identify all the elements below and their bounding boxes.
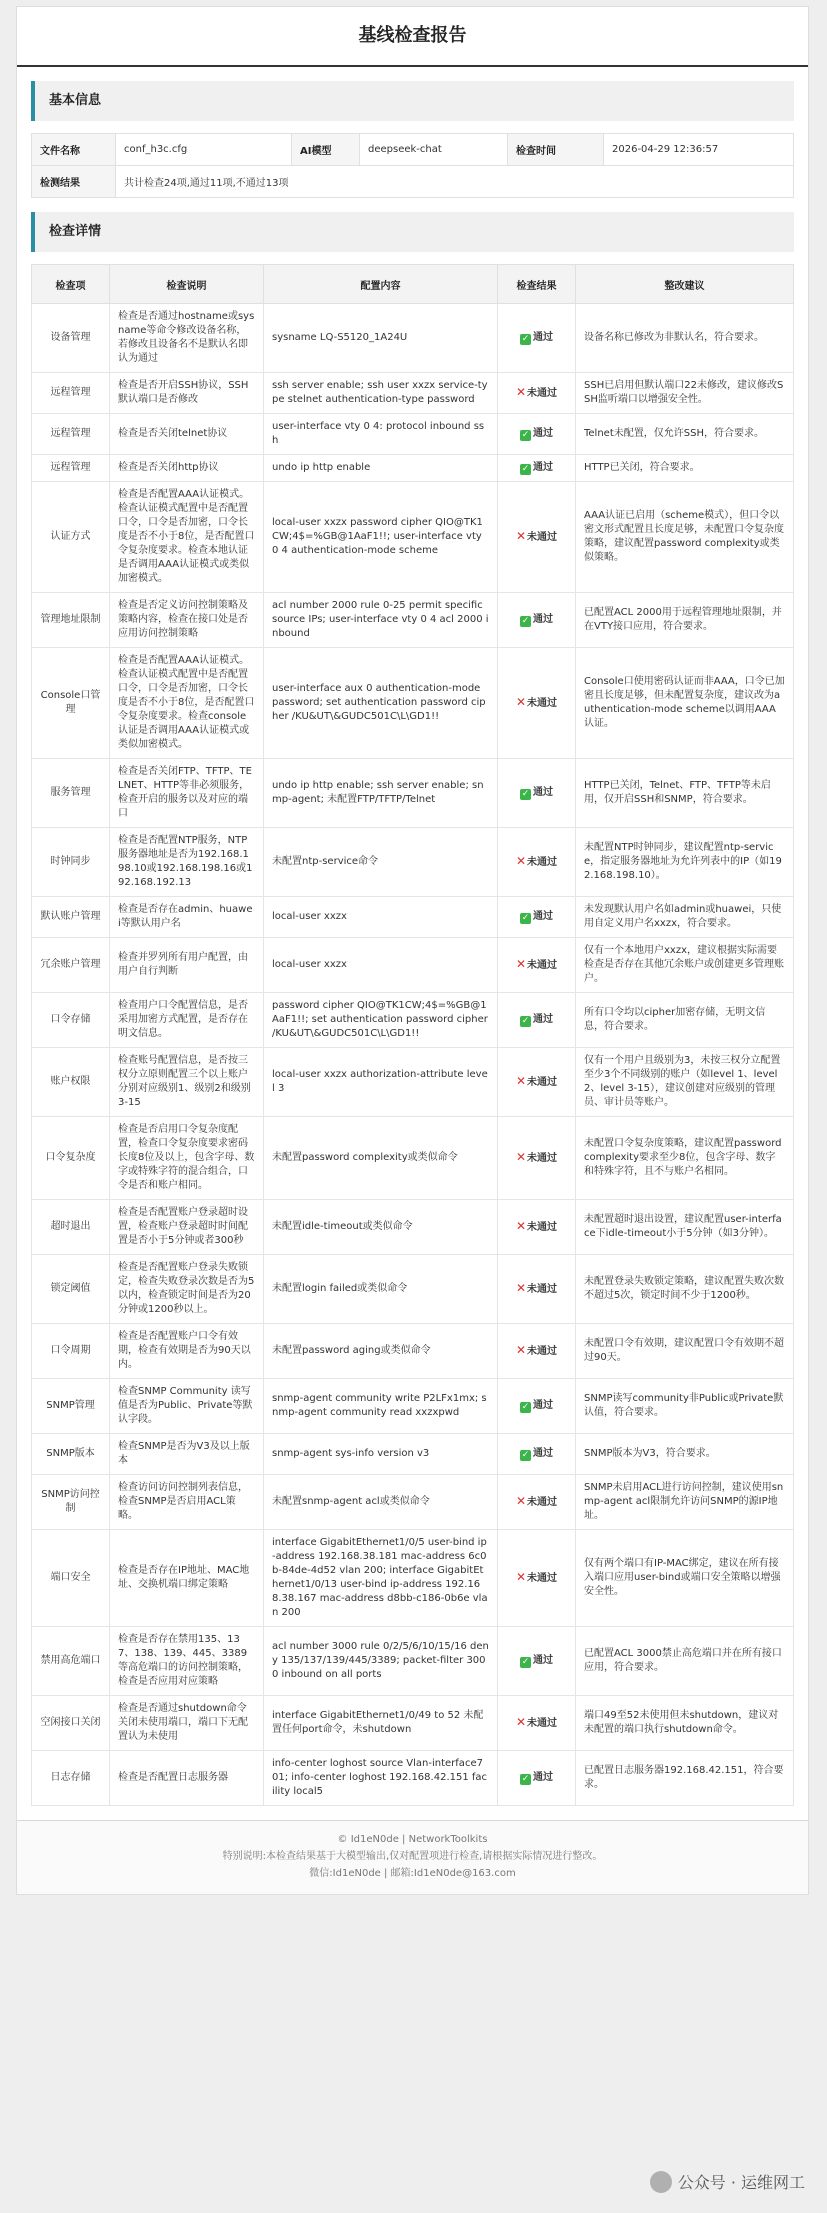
table-row (32, 1255, 794, 1324)
config-content: 未配置idle-timeout或类似命令 (264, 1200, 498, 1255)
status-badge (498, 648, 576, 759)
cross-icon: ✕ (515, 1494, 527, 1508)
remediation-advice: 仅有两个端口有IP-MAC绑定，建议在所有接入端口应用user-bind或端口安全策略以增强安全性。 (576, 1530, 794, 1627)
check-description: 检查是否通过shutdown命令关闭未使用端口，端口下无配置认为未使用 (110, 1696, 264, 1751)
table-row (32, 304, 794, 373)
result-label: 未通过 (527, 1497, 558, 1508)
result-label: 未通过 (527, 1153, 558, 1164)
check-description: 检查是否关闭FTP、TFTP、TELNET、HTTP等非必须服务，检查开启的服务以及对应的端口 (110, 759, 264, 828)
column-header-result: 检查结果 (498, 265, 576, 304)
check-description: 检查是否配置日志服务器 (110, 1751, 264, 1806)
check-description: 检查是否启用口令复杂度配置，检查口令复杂度要求密码长度8位及以上，包含字母、数字或特殊字符的混合组合，口令是否和账户相同。 (110, 1117, 264, 1200)
table-row (32, 1324, 794, 1379)
remediation-advice: SSH已启用但默认端口22未修改，建议修改SSH监听端口以增强安全性。 (576, 373, 794, 414)
result-label: 通过 (533, 911, 553, 922)
status-badge (498, 1048, 576, 1117)
check-description: 检查是否定义访问控制策略及策略内容，检查在接口处是否应用访问控制策略 (110, 593, 264, 648)
check-description: 检查是否配置账户登录超时设置，检查账户登录超时时间配置是否小于5分钟或者300秒 (110, 1200, 264, 1255)
check-icon: ✓ (521, 464, 530, 474)
remediation-advice: 未发现默认用户名如admin或huawei，只使用自定义用户名xxzx，符合要求。 (576, 897, 794, 938)
config-content: interface GigabitEthernet1/0/5 user-bind ip-address 192.168.38.181 mac-address 6c0b-84de-4d52 vlan 200; interface GigabitEthernet1/0/13 user-bind ip-address 192.168.38.167 mac-address d8bb-c186-0b6e vlan 200 (264, 1530, 498, 1627)
check-item: 管理地址限制 (32, 593, 110, 648)
status-badge (498, 1255, 576, 1324)
check-item: 口令存储 (32, 993, 110, 1048)
remediation-advice: 已配置日志服务器192.168.42.151，符合要求。 (576, 1751, 794, 1806)
check-item: 远程管理 (32, 373, 110, 414)
check-description: 检查是否开启SSH协议，SSH默认端口是否修改 (110, 373, 264, 414)
cross-icon: ✕ (515, 529, 527, 543)
info-row (32, 166, 794, 198)
check-item: 锁定阈值 (32, 1255, 110, 1324)
table-row (32, 1475, 794, 1530)
footer (17, 1820, 808, 1894)
table-row (32, 593, 794, 648)
config-content: ssh server enable; ssh user xxzx service-type stelnet authentication-type password (264, 373, 498, 414)
status-badge (498, 1475, 576, 1530)
ai-model-label: AI模型 (292, 134, 360, 166)
check-item: 端口安全 (32, 1530, 110, 1627)
check-icon: ✓ (521, 1774, 530, 1784)
report-page (16, 6, 809, 1895)
check-item: 时钟同步 (32, 828, 110, 897)
wechat-logo-icon (650, 2171, 672, 2193)
status-badge (498, 1751, 576, 1806)
cross-icon: ✕ (515, 1343, 527, 1357)
check-description: 检查是否存在admin、huawei等默认用户名 (110, 897, 264, 938)
remediation-advice: SNMP读写community非Public或Private默认值，符合要求。 (576, 1379, 794, 1434)
table-row (32, 1379, 794, 1434)
check-item: 账户权限 (32, 1048, 110, 1117)
check-description: 检查是否关闭telnet协议 (110, 414, 264, 455)
check-result-label: 检测结果 (32, 166, 116, 198)
remediation-advice: 设备名称已修改为非默认名，符合要求。 (576, 304, 794, 373)
check-item: SNMP版本 (32, 1434, 110, 1475)
column-header-description: 检查说明 (110, 265, 264, 304)
result-label: 通过 (533, 462, 553, 473)
check-icon: ✓ (521, 334, 530, 344)
remediation-advice: 未配置口令复杂度策略，建议配置password complexity要求至少8位，包含字母、数字和特殊字符，且不与账户名相同。 (576, 1117, 794, 1200)
remediation-advice: SNMP未启用ACL进行访问控制，建议使用snmp-agent acl限制允许访问SNMP的源IP地址。 (576, 1475, 794, 1530)
result-label: 通过 (533, 332, 553, 343)
status-badge (498, 482, 576, 593)
result-label: 通过 (533, 1772, 553, 1783)
check-result-value: 共计检查24项,通过11项,不通过13项 (116, 166, 794, 198)
config-content: user-interface vty 0 4: protocol inbound ssh (264, 414, 498, 455)
config-content: interface GigabitEthernet1/0/49 to 52 未配置任何port命令，未shutdown (264, 1696, 498, 1751)
cross-icon: ✕ (515, 1281, 527, 1295)
config-content: acl number 2000 rule 0-25 permit specific source IPs; user-interface vty 0 4 acl 2000 inbound (264, 593, 498, 648)
section-basic-info: 基本信息 (31, 81, 794, 121)
check-item: 远程管理 (32, 414, 110, 455)
config-content: 未配置password aging或类似命令 (264, 1324, 498, 1379)
check-description: 检查是否配置NTP服务，NTP服务器地址是否为192.168.198.10或192.168.198.16或192.168.192.13 (110, 828, 264, 897)
status-badge (498, 1696, 576, 1751)
table-row (32, 938, 794, 993)
check-description: 检查是否配置AAA认证模式。检查认证模式配置中是否配置口令，口令是否加密，口令长度是否不小于8位，是否配置口令复杂度要求。检查本地认证是否调用AAA认证模式或类似加密模式。 (110, 482, 264, 593)
table-row (32, 455, 794, 482)
status-badge (498, 938, 576, 993)
check-description: 检查访问访问控制列表信息，检查SNMP是否启用ACL策略。 (110, 1475, 264, 1530)
result-label: 通过 (533, 428, 553, 439)
check-item: 认证方式 (32, 482, 110, 593)
table-row (32, 993, 794, 1048)
check-icon: ✓ (521, 1402, 530, 1412)
check-description: 检查并罗列所有用户配置，由用户自行判断 (110, 938, 264, 993)
remediation-advice: 端口49至52未使用但未shutdown，建议对未配置的端口执行shutdown命令。 (576, 1696, 794, 1751)
cross-icon: ✕ (515, 1219, 527, 1233)
config-content: user-interface aux 0 authentication-mode password; set authentication password cipher /KU&UT\&GUDC501C\L\GD1!! (264, 648, 498, 759)
config-content: local-user xxzx password cipher QIO@TK1CW;4$=%GB@1AaF1!!; user-interface vty 0 4 authentication-mode scheme (264, 482, 498, 593)
remediation-advice: Telnet未配置，仅允许SSH，符合要求。 (576, 414, 794, 455)
detail-header-row (32, 265, 794, 304)
config-content: password cipher QIO@TK1CW;4$=%GB@1AaF1!!; set authentication password cipher /KU&UT\&GUDC501C\L\GD1!! (264, 993, 498, 1048)
detail-table (31, 264, 794, 1806)
check-item: 冗余账户管理 (32, 938, 110, 993)
config-content: undo ip http enable (264, 455, 498, 482)
config-content: snmp-agent sys-info version v3 (264, 1434, 498, 1475)
status-badge (498, 1530, 576, 1627)
result-label: 未通过 (527, 698, 558, 709)
remediation-advice: 已配置ACL 2000用于远程管理地址限制，并在VTY接口应用，符合要求。 (576, 593, 794, 648)
check-item: 禁用高危端口 (32, 1627, 110, 1696)
config-content: acl number 3000 rule 0/2/5/6/10/15/16 deny 135/137/139/445/3389; packet-filter 3000 inbound on all ports (264, 1627, 498, 1696)
remediation-advice: 仅有一个本地用户xxzx，建议根据实际需要检查是否存在其他冗余账户或创建更多管理账户。 (576, 938, 794, 993)
result-label: 未通过 (527, 1718, 558, 1729)
check-icon: ✓ (521, 1450, 530, 1460)
check-icon: ✓ (521, 1016, 530, 1026)
remediation-advice: Console口使用密码认证而非AAA，口令已加密且长度足够，但未配置复杂度，建议改为authentication-mode scheme以调用AAA认证。 (576, 648, 794, 759)
result-label: 未通过 (527, 960, 558, 971)
page-title: 基线检查报告 (17, 7, 808, 67)
file-name-label: 文件名称 (32, 134, 116, 166)
check-description: 检查是否配置账户口令有效期，检查有效期是否为90天以内。 (110, 1324, 264, 1379)
remediation-advice: 未配置口令有效期，建议配置口令有效期不超过90天。 (576, 1324, 794, 1379)
cross-icon: ✕ (515, 1074, 527, 1088)
check-item: 设备管理 (32, 304, 110, 373)
remediation-advice: AAA认证已启用（scheme模式），但口令以密文形式配置且长度足够，未配置口令复杂度策略，建议配置password complexity或类似策略。 (576, 482, 794, 593)
check-description: 检查是否存在IP地址、MAC地址、交换机端口绑定策略 (110, 1530, 264, 1627)
remediation-advice: 仅有一个用户且级别为3，未按三权分立配置至少3个不同级别的账户（如level 1、level 2、level 3-15），建议创建对应级别的管理员、审计员等账户。 (576, 1048, 794, 1117)
ai-model-value: deepseek-chat (360, 134, 508, 166)
check-item: 超时退出 (32, 1200, 110, 1255)
result-label: 未通过 (527, 857, 558, 868)
check-description: 检查是否存在禁用135、137、138、139、445、3389等高危端口的访问控制策略，检查是否应用对应策略 (110, 1627, 264, 1696)
table-row (32, 1627, 794, 1696)
result-label: 通过 (533, 787, 553, 798)
check-icon: ✓ (521, 1657, 530, 1667)
check-icon: ✓ (521, 430, 530, 440)
table-row (32, 828, 794, 897)
remediation-advice: 未配置NTP时钟同步，建议配置ntp-service，指定服务器地址为允许列表中的IP（如192.168.198.10）。 (576, 828, 794, 897)
check-icon: ✓ (521, 913, 530, 923)
result-label: 通过 (533, 1014, 553, 1025)
check-description: 检查是否通过hostname或sysname等命令修改设备名称，若修改且设备名不是默认名即认为通过 (110, 304, 264, 373)
result-label: 未通过 (527, 1284, 558, 1295)
table-row (32, 1117, 794, 1200)
status-badge (498, 897, 576, 938)
remediation-advice: 所有口令均以cipher加密存储，无明文信息，符合要求。 (576, 993, 794, 1048)
section-check-detail: 检查详情 (31, 212, 794, 252)
footer-copyright: © Id1eN0de | NetworkToolkits (337, 1834, 488, 1845)
status-badge (498, 1379, 576, 1434)
remediation-advice: 未配置超时退出设置，建议配置user-interface下idle-timeout小于5分钟（如3分钟）。 (576, 1200, 794, 1255)
table-row (32, 373, 794, 414)
status-badge (498, 1434, 576, 1475)
status-badge (498, 1200, 576, 1255)
check-item: SNMP管理 (32, 1379, 110, 1434)
watermark-text: 公众号 · 运维网工 (677, 2173, 805, 2192)
result-label: 未通过 (527, 1346, 558, 1357)
file-name-value: conf_h3c.cfg (116, 134, 292, 166)
table-row (32, 897, 794, 938)
remediation-advice: HTTP已关闭，符合要求。 (576, 455, 794, 482)
status-badge (498, 414, 576, 455)
check-item: 默认账户管理 (32, 897, 110, 938)
table-row (32, 759, 794, 828)
cross-icon: ✕ (515, 695, 527, 709)
column-header-advice: 整改建议 (576, 265, 794, 304)
check-description: 检查是否关闭http协议 (110, 455, 264, 482)
footer-disclaimer: 特别说明:本检查结果基于大模型输出,仅对配置项进行检查,请根据实际情况进行整改。 (222, 1851, 603, 1862)
config-content: 未配置login failed或类似命令 (264, 1255, 498, 1324)
remediation-advice: SNMP版本为V3，符合要求。 (576, 1434, 794, 1475)
cross-icon: ✕ (515, 385, 527, 399)
config-content: info-center loghost source Vlan-interface701; info-center loghost 192.168.42.151 facility local5 (264, 1751, 498, 1806)
status-badge (498, 759, 576, 828)
config-content: 未配置snmp-agent acl或类似命令 (264, 1475, 498, 1530)
result-label: 未通过 (527, 1573, 558, 1584)
remediation-advice: HTTP已关闭，Telnet、FTP、TFTP等未启用，仅开启SSH和SNMP，符合要求。 (576, 759, 794, 828)
column-header-item: 检查项 (32, 265, 110, 304)
remediation-advice: 已配置ACL 3000禁止高危端口并在所有接口应用，符合要求。 (576, 1627, 794, 1696)
status-badge (498, 593, 576, 648)
result-label: 未通过 (527, 1077, 558, 1088)
result-label: 通过 (533, 1400, 553, 1411)
table-row (32, 1751, 794, 1806)
cross-icon: ✕ (515, 1570, 527, 1584)
table-row (32, 1530, 794, 1627)
check-description: 检查是否配置账户登录失败锁定，检查失败登录次数是否为5以内，检查锁定时间是否为20分钟或1200秒以上。 (110, 1255, 264, 1324)
status-badge (498, 993, 576, 1048)
check-time-label: 检查时间 (508, 134, 604, 166)
check-description: 检查SNMP是否为V3及以上版本 (110, 1434, 264, 1475)
status-badge (498, 1627, 576, 1696)
config-content: snmp-agent community write P2LFx1mx; snmp-agent community read xxzxpwd (264, 1379, 498, 1434)
check-item: 空闲接口关闭 (32, 1696, 110, 1751)
config-content: local-user xxzx authorization-attribute level 3 (264, 1048, 498, 1117)
cross-icon: ✕ (515, 1150, 527, 1164)
config-content: 未配置ntp-service命令 (264, 828, 498, 897)
result-label: 通过 (533, 1655, 553, 1666)
table-row (32, 1434, 794, 1475)
check-icon: ✓ (521, 616, 530, 626)
cross-icon: ✕ (515, 957, 527, 971)
check-item: SNMP访问控制 (32, 1475, 110, 1530)
check-description: 检查SNMP Community 读写值是否为Public、Private等默认字段。 (110, 1379, 264, 1434)
status-badge (498, 828, 576, 897)
remediation-advice: 未配置登录失败锁定策略，建议配置失败次数不超过5次，锁定时间不少于1200秒。 (576, 1255, 794, 1324)
table-row (32, 414, 794, 455)
detail-table-body (32, 304, 794, 1806)
config-content: 未配置password complexity或类似命令 (264, 1117, 498, 1200)
column-header-config: 配置内容 (264, 265, 498, 304)
status-badge (498, 1324, 576, 1379)
result-label: 通过 (533, 614, 553, 625)
config-content: local-user xxzx (264, 897, 498, 938)
config-content: undo ip http enable; ssh server enable; snmp-agent; 未配置FTP/TFTP/Telnet (264, 759, 498, 828)
check-description: 检查是否配置AAA认证模式。检查认证模式配置中是否配置口令，口令是否加密，口令长度是否不小于8位，是否配置口令复杂度要求。检查console认证是否调用AAA认证模式或类似加密模式。 (110, 648, 264, 759)
table-row (32, 482, 794, 593)
check-item: 服务管理 (32, 759, 110, 828)
check-time-value: 2026-04-29 12:36:57 (604, 134, 794, 166)
check-description: 检查用户口令配置信息，是否采用加密方式配置，是否存在明文信息。 (110, 993, 264, 1048)
status-badge (498, 1117, 576, 1200)
result-label: 通过 (533, 1448, 553, 1459)
check-icon: ✓ (521, 789, 530, 799)
config-content: local-user xxzx (264, 938, 498, 993)
info-table (31, 133, 794, 198)
watermark (650, 2170, 805, 2193)
check-item: Console口管理 (32, 648, 110, 759)
table-row (32, 1048, 794, 1117)
result-label: 未通过 (527, 388, 558, 399)
check-item: 口令周期 (32, 1324, 110, 1379)
check-item: 日志存储 (32, 1751, 110, 1806)
check-description: 检查账号配置信息，是否按三权分立原则配置三个以上账户分别对应级别1、级别2和级别3-15 (110, 1048, 264, 1117)
result-label: 未通过 (527, 532, 558, 543)
status-badge (498, 455, 576, 482)
status-badge (498, 304, 576, 373)
check-item: 口令复杂度 (32, 1117, 110, 1200)
config-content: sysname LQ-S5120_1A24U (264, 304, 498, 373)
footer-contact: 微信:Id1eN0de | 邮箱:Id1eN0de@163.com (309, 1868, 516, 1879)
info-row (32, 134, 794, 166)
cross-icon: ✕ (515, 1715, 527, 1729)
status-badge (498, 373, 576, 414)
table-row (32, 1696, 794, 1751)
cross-icon: ✕ (515, 854, 527, 868)
table-row (32, 648, 794, 759)
check-item: 远程管理 (32, 455, 110, 482)
table-row (32, 1200, 794, 1255)
result-label: 未通过 (527, 1222, 558, 1233)
